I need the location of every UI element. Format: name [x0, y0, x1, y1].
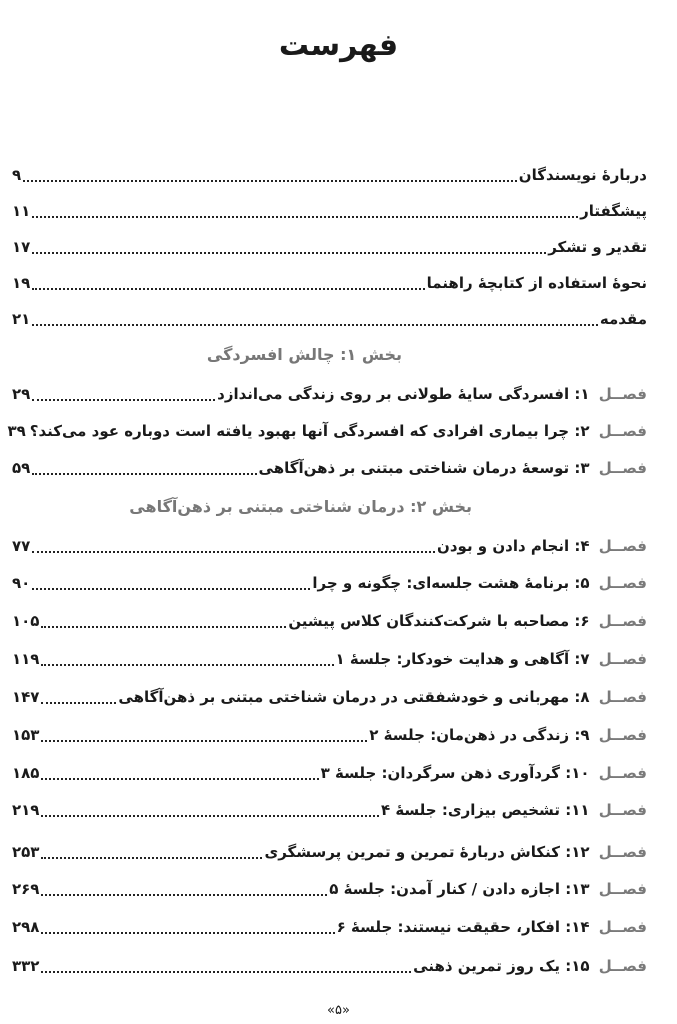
toc-entry[interactable]: [12, 533, 647, 559]
dot-leader: [41, 702, 116, 704]
dot-leader: [32, 551, 435, 553]
toc-entry[interactable]: [12, 570, 647, 596]
entry-title: [381, 801, 647, 819]
chapter-label: فصــل: [598, 764, 647, 782]
entry-title: [336, 650, 647, 668]
chapter-title: برنامۀ هشت جلسه‌ای: چگونه و چرا: [312, 574, 570, 592]
chapter-title: یک روز تمرین ذهنی: [413, 957, 560, 975]
chapter-label: فصــل: [598, 726, 647, 744]
dot-leader: [32, 324, 598, 326]
chapter-title: مهربانی و خودشفقتی در درمان شناختی مبتنی بر ذهن‌آگاهی: [118, 688, 570, 706]
toc-entry[interactable]: [12, 914, 647, 940]
entry-title: نحوۀ استفاده از کتابچۀ راهنما: [426, 274, 647, 292]
entry-page-number: ۲۵۳: [12, 843, 40, 861]
toc-entry[interactable]: [12, 162, 647, 188]
toc-entry[interactable]: [12, 608, 647, 634]
entry-title: [217, 385, 647, 403]
dot-leader: [32, 473, 256, 475]
dot-leader: [41, 664, 333, 666]
toc-entry[interactable]: [12, 455, 647, 481]
chapter-number: ۱۱:: [565, 801, 590, 819]
chapter-title: افسردگی سایۀ طولانی بر روی زندگی می‌اندازد: [217, 385, 570, 403]
dot-leader: [32, 288, 424, 290]
toc-entry[interactable]: [12, 684, 647, 710]
entry-title: [30, 422, 647, 440]
dot-leader: [32, 252, 546, 254]
toc-entry[interactable]: [12, 797, 647, 823]
chapter-title: اجازه دادن / کنار آمدن: جلسۀ ۵: [329, 880, 560, 898]
chapter-label: فصــل: [598, 385, 647, 403]
chapter-number: ۸:: [574, 688, 590, 706]
dot-leader: [32, 216, 578, 218]
toc-entry[interactable]: [12, 270, 647, 296]
chapter-number: ۱۵:: [565, 957, 590, 975]
chapter-title: توسعۀ درمان شناختی مبتنی بر ذهن‌آگاهی: [258, 459, 570, 477]
chapter-label: فصــل: [598, 801, 647, 819]
chapter-number: ۱۰:: [565, 764, 590, 782]
entry-page-number: ۲۶۹: [12, 880, 40, 898]
entry-title: مقدمه: [599, 310, 647, 328]
entry-title: [118, 688, 647, 706]
dot-leader: [41, 857, 262, 859]
entry-page-number: ۲۹: [12, 385, 31, 403]
chapter-title: افکار، حقیقت نیستند: جلسۀ ۶: [336, 918, 560, 936]
entry-page-number: ۳۳۲: [12, 957, 40, 975]
chapter-label: فصــل: [598, 574, 647, 592]
page-number-footer: «۵»: [327, 1003, 350, 1018]
dot-leader: [41, 932, 334, 934]
chapter-number: ۳:: [574, 459, 590, 477]
section-heading: بخش ۱: چالش افسردگی: [206, 345, 402, 364]
entry-page-number: ۱۱۹: [12, 650, 40, 668]
chapter-number: ۱:: [574, 385, 590, 403]
entry-title: دربارۀ نویسندگان: [518, 166, 647, 184]
chapter-label: فصــل: [598, 918, 647, 936]
chapter-number: ۴:: [574, 537, 590, 555]
chapter-title: کنکاش دربارۀ تمرین و تمرین پرسشگری: [264, 843, 560, 861]
dot-leader: [32, 588, 310, 590]
entry-page-number: ۱۴۷: [12, 688, 40, 706]
entry-title: [369, 726, 647, 744]
entry-title: [288, 612, 647, 630]
entry-title: [437, 537, 647, 555]
chapter-label: فصــل: [598, 843, 647, 861]
toc-entry[interactable]: [12, 381, 647, 407]
dot-leader: [41, 626, 286, 628]
entry-page-number: ۱۸۵: [12, 764, 40, 782]
entry-page-number: ۱۰۵: [12, 612, 40, 630]
chapter-title: چرا بیماری افرادی که افسردگی آنها بهبود یافته است دوباره عود می‌کند؟: [29, 422, 570, 440]
toc-entry[interactable]: [12, 760, 647, 786]
entry-page-number: ۹: [12, 166, 22, 184]
toc-entry[interactable]: [12, 722, 647, 748]
entry-title: [329, 880, 647, 898]
toc-entry[interactable]: [12, 234, 647, 260]
entry-title: تقدیر و تشکر: [548, 238, 647, 256]
entry-page-number: ۵۹: [12, 459, 31, 477]
entry-page-number: ۷۷: [12, 537, 31, 555]
chapter-label: فصــل: [598, 612, 647, 630]
entry-page-number: ۲۹۸: [12, 918, 40, 936]
chapter-label: فصــل: [598, 957, 647, 975]
entry-page-number: ۹۰: [12, 574, 31, 592]
entry-title: [321, 764, 647, 782]
section-heading: بخش ۲: درمان شناختی مبتنی بر ذهن‌آگاهی: [129, 497, 472, 516]
chapter-label: فصــل: [598, 650, 647, 668]
chapter-title: زندگی در ذهن‌مان: جلسۀ ۲: [369, 726, 570, 744]
entry-page-number: ۱۵۳: [12, 726, 40, 744]
entry-title: [264, 843, 647, 861]
chapter-number: ۱۴:: [565, 918, 590, 936]
toc-entry[interactable]: [12, 953, 647, 979]
entry-page-number: ۲۱: [12, 310, 31, 328]
toc-entry[interactable]: [12, 839, 647, 865]
entry-page-number: ۱۷: [12, 238, 31, 256]
toc-entry[interactable]: [12, 306, 647, 332]
entry-title: [312, 574, 647, 592]
chapter-title: آگاهی و هدایت خودکار: جلسۀ ۱: [335, 650, 570, 668]
toc-entry[interactable]: [7, 418, 647, 444]
entry-title: [259, 459, 647, 477]
chapter-label: فصــل: [598, 537, 647, 555]
chapter-number: ۹:: [574, 726, 590, 744]
entry-title: پیشگفتار: [580, 202, 647, 220]
chapter-label: فصــل: [598, 422, 647, 440]
entry-page-number: ۱۱: [12, 202, 31, 220]
dot-leader: [41, 778, 318, 780]
chapter-title: تشخیص بیزاری: جلسۀ ۴: [380, 801, 560, 819]
chapter-label: فصــل: [598, 459, 647, 477]
dot-leader: [41, 971, 411, 973]
entry-page-number: ۱۹: [12, 274, 31, 292]
entry-page-number: ۳۹: [7, 422, 26, 440]
dot-leader: [41, 740, 367, 742]
toc-entry[interactable]: [12, 646, 647, 672]
dot-leader: [32, 399, 215, 401]
chapter-title: گردآوری ذهن سرگردان: جلسۀ ۳: [320, 764, 560, 782]
chapter-number: ۱۳:: [565, 880, 590, 898]
chapter-number: ۷:: [574, 650, 590, 668]
chapter-label: فصــل: [598, 688, 647, 706]
chapter-number: ۵:: [574, 574, 590, 592]
chapter-number: ۶:: [574, 612, 590, 630]
chapter-number: ۱۲:: [565, 843, 590, 861]
chapter-title: مصاحبه با شرکت‌کنندگان کلاس پیشین: [288, 612, 570, 630]
entry-title: [337, 918, 647, 936]
chapter-label: فصــل: [598, 880, 647, 898]
entry-title: [413, 957, 647, 975]
chapter-number: ۲:: [574, 422, 590, 440]
entry-page-number: ۲۱۹: [12, 801, 40, 819]
dot-leader: [23, 180, 517, 182]
dot-leader: [41, 894, 327, 896]
page-title: فهرست: [278, 28, 399, 63]
dot-leader: [41, 815, 378, 817]
toc-entry[interactable]: [12, 876, 647, 902]
toc-entry[interactable]: [12, 198, 647, 224]
chapter-title: انجام دادن و بودن: [437, 537, 570, 555]
